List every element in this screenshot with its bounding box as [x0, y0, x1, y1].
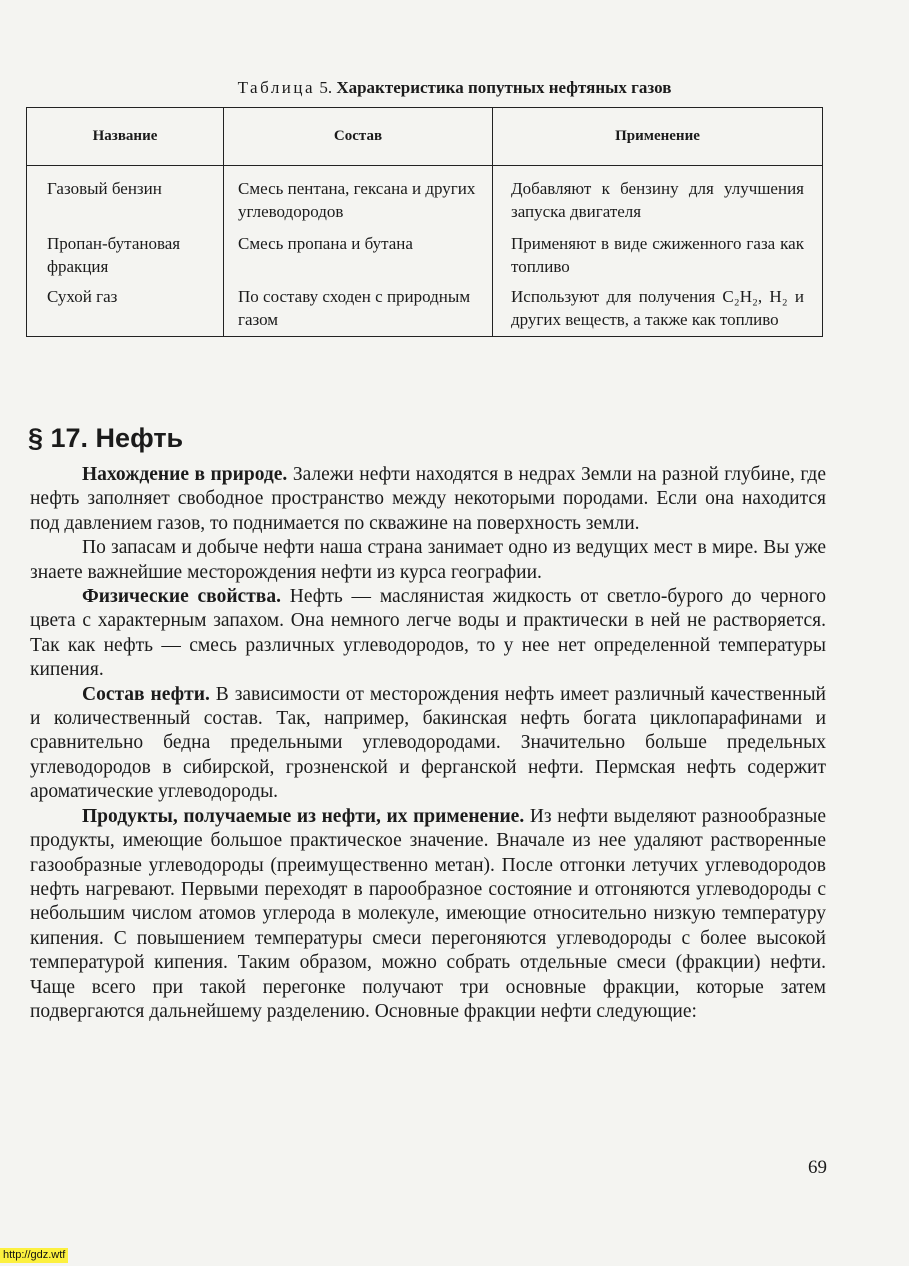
table-cell-composition: Смесь пентана, гексана и других углеводородов [238, 179, 476, 221]
paragraph [30, 463, 826, 536]
paragraph-text: Залежи нефти находятся в недрах Земли на разной глубине, где нефть заполняет свободное пространство между некоторыми породами. Если она находится под давлением газов, то поднимается по скважине на поверхность земли. [30, 464, 826, 534]
table-caption-number: 5. [319, 78, 333, 97]
paragraph [30, 585, 826, 683]
paragraph-text: В зависимости от месторождения нефть имеет различный качественный и количественный состав. Так, например, бакинская нефть богата циклопарафинами и сравнительно бедна предельными углеводородами. Значительно больше предельных углеводородов в сибирской, грозненской и ферганской нефти. Пермская нефть содержит ароматические углеводороды. [30, 683, 826, 803]
table-caption-prefix: Таблица [237, 78, 316, 97]
column-header-usage: Применение [493, 108, 823, 166]
table-caption [0, 78, 909, 98]
paragraph-lead: Нахождение в природе. [82, 464, 288, 485]
table-cell-composition: По составу сходен с природным газом [238, 287, 471, 329]
table-cell-name: Газовый бензин [47, 179, 162, 198]
table-caption-title: Характеристика попутных нефтяных газов [336, 78, 672, 97]
usage-column [493, 166, 823, 337]
section-title: § 17. Нефть [28, 423, 184, 453]
paragraph-text: Нефть — маслянистая жидкость от светло-бурого до черного цвета с характерным запахом. Она немного легче воды и практически в ней не растворяется. Так как нефть — смесь различных углеводородов, то у нее нет определенной температуры кипения. [30, 586, 826, 681]
name-column [27, 166, 224, 337]
table-cell-usage: Добавляют к бензину для улучшения запуска двигателя [511, 179, 804, 221]
table-cell-name: Сухой газ [47, 287, 118, 306]
gas-characteristics-table [26, 107, 823, 337]
table-cell-usage: Применяют в виде сжиженного газа как топливо [511, 234, 804, 276]
paragraph-lead: Продукты, получаемые из нефти, их применение. [82, 805, 525, 827]
table-cell-composition: Смесь пропана и бутана [238, 234, 413, 253]
paragraph [30, 536, 826, 585]
paragraph [30, 683, 826, 805]
paragraph-text: Из нефти выделяют разнообразные продукты, имеющие большое практическое значение. Вначале из нее удаляют растворенные газообразные углеводороды (преимущественно метан). После отгонки летучих углеводородов нефть нагревают. Первыми переходят в парообразное состояние и отгоняются углеводороды с небольшим числом атомов углерода в молекуле, имеющие относительно низкую температуру кипения. С повышением температуры смеси перегоняются углеводороды с более высокой температурой кипения. Таким образом, можно собрать отдельные смеси (фракции) нефти. Чаще всего при такой перегонке получают три основные фракции, которые затем подвергаются дальнейшему разделению. Основные фракции нефти следующие: [30, 805, 826, 1022]
section-body [30, 463, 826, 1024]
paragraph-lead: Состав нефти. [82, 683, 210, 705]
table-cell-usage: Используют для получения C₂H₂, H₂ и других веществ, а также как топливо [511, 287, 804, 329]
column-header-composition: Состав [224, 108, 493, 166]
page-number: 69 [808, 1157, 827, 1178]
watermark-link[interactable]: http://gdz.wtf [0, 1248, 68, 1263]
composition-column [224, 166, 493, 337]
column-header-name: Название [27, 108, 224, 166]
table-cell-name: Пропан-бутановая фракция [47, 234, 181, 276]
paragraph-lead: Физические свойства. [82, 586, 281, 608]
paragraph [30, 805, 826, 1025]
paragraph-text: По запасам и добыче нефти наша страна занимает одно из ведущих мест в мире. Вы уже знаете важнейшие месторождения нефти из курса географии. [30, 537, 826, 583]
